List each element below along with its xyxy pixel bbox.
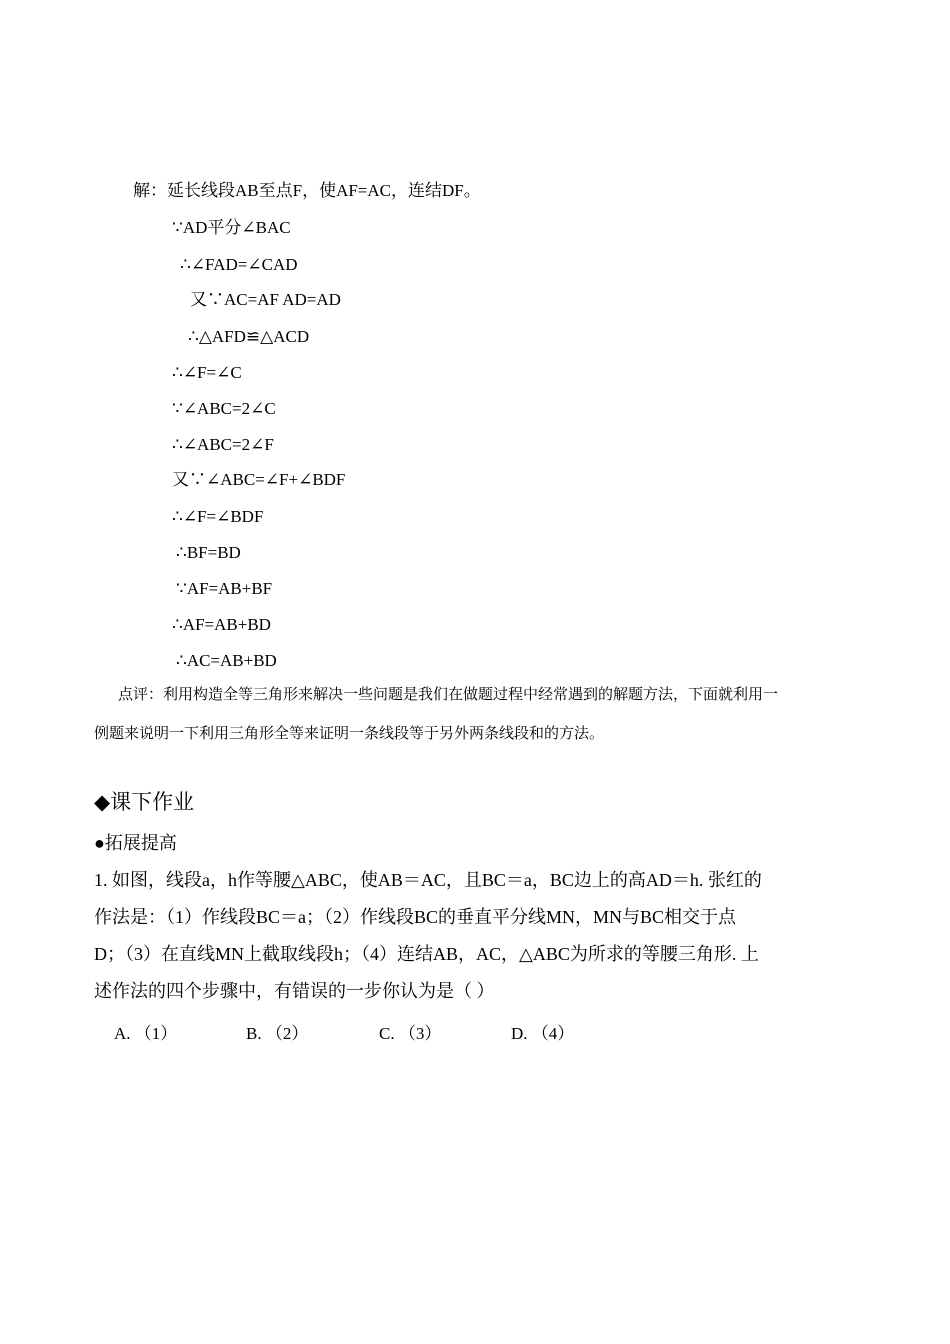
solution-line: ∵∠ABC=2∠C: [172, 399, 276, 418]
solution-line: ∴AC=AB+BD: [176, 651, 277, 670]
section-heading: ◆课下作业: [94, 790, 195, 814]
solution-line: 又∵∠ABC=∠F+∠BDF: [172, 470, 346, 489]
solution-line: ∵AF=AB+BF: [176, 579, 273, 598]
solution-line: ∴∠FAD=∠CAD: [180, 255, 298, 274]
comment-line: 例题来说明一下利用三角形全等来证明一条线段等于另外两条线段和的方法。: [94, 726, 605, 742]
question-line: 1. 如图，线段a，h作等腰△ABC，使AB＝AC，且BC＝a，BC边上的高AD＝h. 张红的: [94, 870, 762, 890]
solution-line: ∵AD平分∠BAC: [172, 218, 291, 237]
question-line: D；（3）在直线MN上截取线段h；（4）连结AB，AC，△ABC为所求的等腰三角形. 上: [94, 944, 759, 964]
solution-line: ∴∠ABC=2∠F: [172, 435, 274, 454]
option-d: D. （4）: [511, 1024, 575, 1043]
option-c: C. （3）: [379, 1024, 442, 1043]
comment-line: 点评：利用构造全等三角形来解决一些问题是我们在做题过程中经常遇到的解题方法，下面就利用一: [118, 687, 779, 703]
solution-line: ∴∠F=∠C: [172, 363, 242, 382]
solution-line: 又∵AC=AF AD=AD: [190, 290, 341, 309]
solution-line: ∴△AFD≌△ACD: [188, 327, 310, 346]
question-line: 作法是：（1）作线段BC＝a；（2）作线段BC的垂直平分线MN，MN与BC相交于点: [94, 907, 737, 927]
solution-line: ∴∠F=∠BDF: [172, 507, 264, 526]
section-subheading: ●拓展提高: [94, 833, 177, 853]
option-a: A. （1）: [114, 1024, 178, 1043]
option-b: B. （2）: [246, 1024, 309, 1043]
solution-line: ∴BF=BD: [176, 543, 241, 562]
solution-line: ∴AF=AB+BD: [172, 615, 271, 634]
solution-line: 解：延长线段AB至点F，使AF=AC，连结DF。: [133, 181, 481, 200]
question-line: 述作法的四个步骤中，有错误的一步你认为是（ ）: [94, 981, 495, 1001]
